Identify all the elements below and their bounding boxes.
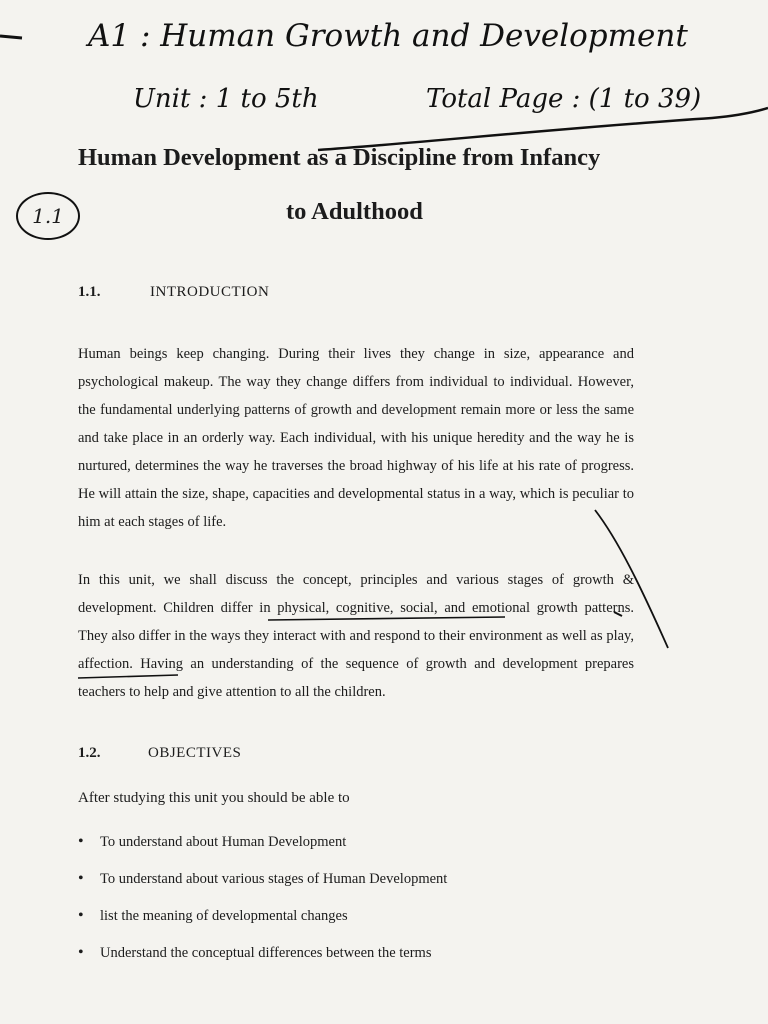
document-title-line-2: to Adulthood [286,198,423,225]
document-title-line-1: Human Development as a Discipline from Infancy [78,144,601,171]
introduction-paragraph-2: In this unit, we shall discuss the concept, principles and various stages of growth & development. Children differ in physical, cognitive, social, and emotional growth patterns. They also differ in the ways they interact with and respond to their environment as well as play, affection. Having an understanding of the sequence of growth and development prepares teachers to help and give attention to all the children. [78,572,634,700]
section-title: INTRODUCTION [150,284,270,300]
top-left-pen-mark [0,36,22,38]
list-item: • list the meaning of developmental changes [78,908,598,945]
section-title: OBJECTIVES [148,745,242,761]
section-number: 1.2. [78,745,101,761]
handwritten-course-title: A1 : Human Growth and Development [88,18,688,54]
list-item: • To understand about various stages of Human Development [78,871,598,908]
list-item: • Understand the conceptual differences between the terms [78,945,598,982]
objectives-intro-text: After studying this unit you should be able to [78,790,350,806]
handwritten-unit-range: Unit : 1 to 5th [133,84,319,114]
section-number: 1.1. [78,284,101,300]
circled-section-number: 1.1 [16,192,80,240]
objectives-list [78,834,598,982]
introduction-paragraph-1: Human beings keep changing. During their lives they change in size, appearance and psychological makeup. The way they change differs from individual to individual. However, the fundamental underlying patterns of growth and development remain more or less the same and take place in an orderly way. Each individual, with his unique heredity and the way he is nurtured, determines the way he traverses the broad highway of his life at his rate of progress. He will attain the size, shape, capacities and developmental status in a way, which is peculiar to him at each stages of life. [78,346,634,530]
handwritten-total-pages: Total Page : (1 to 39) [426,84,702,114]
list-item: • To understand about Human Development [78,834,598,871]
